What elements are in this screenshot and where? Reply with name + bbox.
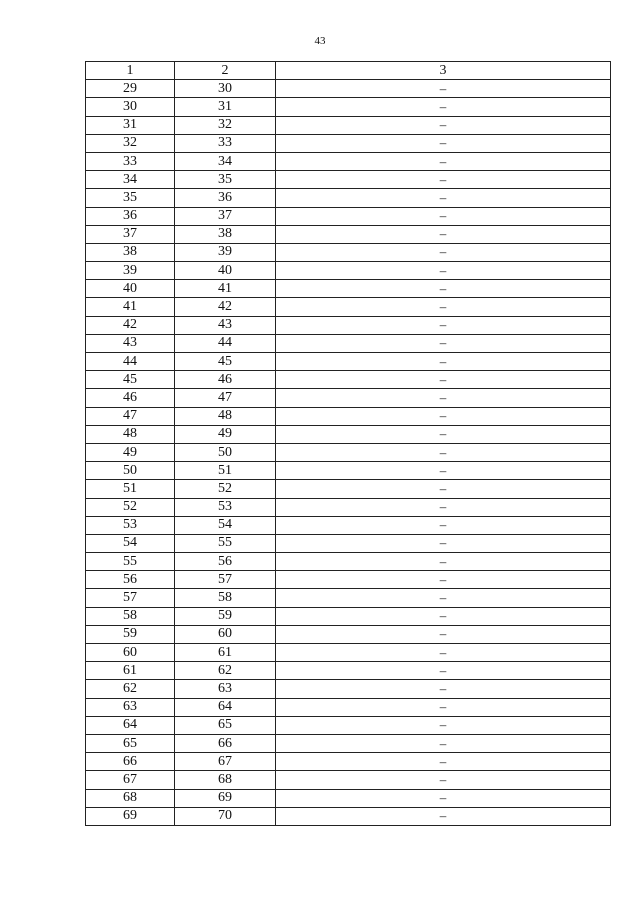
table-cell-col2: 62 [175, 662, 276, 680]
header-cell-col2: 2 [175, 62, 276, 80]
table-cell-col3: – [276, 171, 611, 189]
table-cell-col2: 59 [175, 607, 276, 625]
table-row [86, 371, 611, 389]
table-cell-col2: 43 [175, 316, 276, 334]
table-cell-col1: 60 [86, 644, 175, 662]
table-cell-col3: – [276, 280, 611, 298]
table-cell-col1: 50 [86, 462, 175, 480]
table-cell-col3: – [276, 771, 611, 789]
table-row [86, 262, 611, 280]
table-row [86, 571, 611, 589]
table-cell-col3: – [276, 389, 611, 407]
table-cell-col3: – [276, 698, 611, 716]
table-row [86, 607, 611, 625]
table-cell-col1: 36 [86, 207, 175, 225]
page-number: 43 [314, 35, 326, 47]
table-cell-col2: 35 [175, 171, 276, 189]
table-cell-col2: 69 [175, 789, 276, 807]
table-cell-col1: 64 [86, 716, 175, 734]
table-cell-col2: 54 [175, 516, 276, 534]
table-row [86, 589, 611, 607]
table-row [86, 243, 611, 261]
table-row [86, 698, 611, 716]
table-cell-col2: 63 [175, 680, 276, 698]
table-row [86, 98, 611, 116]
table-cell-col3: – [276, 734, 611, 752]
table-cell-col3: – [276, 443, 611, 461]
table-cell-col3: – [276, 80, 611, 98]
table-cell-col1: 45 [86, 371, 175, 389]
table-row [86, 553, 611, 571]
header-cell-col1: 1 [86, 62, 175, 80]
table-cell-col1: 68 [86, 789, 175, 807]
data-table [85, 61, 611, 826]
table-cell-col1: 58 [86, 607, 175, 625]
table-cell-col3: – [276, 334, 611, 352]
table-cell-col2: 45 [175, 353, 276, 371]
table-cell-col2: 61 [175, 644, 276, 662]
header-cell-col3: 3 [276, 62, 611, 80]
table-cell-col2: 34 [175, 152, 276, 170]
table-cell-col3: – [276, 498, 611, 516]
table-cell-col1: 34 [86, 171, 175, 189]
table-cell-col2: 30 [175, 80, 276, 98]
table-cell-col3: – [276, 407, 611, 425]
table-cell-col2: 66 [175, 734, 276, 752]
table-cell-col2: 65 [175, 716, 276, 734]
table-cell-col1: 48 [86, 425, 175, 443]
table-row [86, 771, 611, 789]
table-row [86, 280, 611, 298]
table-row [86, 116, 611, 134]
table-cell-col3: – [276, 716, 611, 734]
table-row [86, 716, 611, 734]
table-cell-col1: 43 [86, 334, 175, 352]
table-cell-col1: 37 [86, 225, 175, 243]
table-cell-col1: 42 [86, 316, 175, 334]
table-row [86, 207, 611, 225]
table-cell-col2: 67 [175, 753, 276, 771]
table-cell-col3: – [276, 571, 611, 589]
table-cell-col2: 37 [175, 207, 276, 225]
table-cell-col1: 31 [86, 116, 175, 134]
table-row [86, 389, 611, 407]
table-cell-col3: – [276, 262, 611, 280]
table-cell-col1: 44 [86, 353, 175, 371]
table-cell-col1: 69 [86, 807, 175, 825]
table-cell-col3: – [276, 753, 611, 771]
table-cell-col3: – [276, 534, 611, 552]
table-cell-col2: 49 [175, 425, 276, 443]
table-row [86, 753, 611, 771]
table-cell-col1: 57 [86, 589, 175, 607]
table-cell-col2: 44 [175, 334, 276, 352]
table-cell-col3: – [276, 98, 611, 116]
table-cell-col3: – [276, 589, 611, 607]
table-cell-col3: – [276, 189, 611, 207]
table-row [86, 789, 611, 807]
table-row [86, 443, 611, 461]
table-cell-col3: – [276, 425, 611, 443]
table-cell-col2: 40 [175, 262, 276, 280]
table-row [86, 462, 611, 480]
table-row [86, 407, 611, 425]
table-row [86, 334, 611, 352]
table-cell-col2: 56 [175, 553, 276, 571]
table-cell-col1: 52 [86, 498, 175, 516]
table-cell-col2: 47 [175, 389, 276, 407]
table-cell-col1: 54 [86, 534, 175, 552]
table-cell-col2: 60 [175, 625, 276, 643]
table-cell-col1: 30 [86, 98, 175, 116]
table-cell-col3: – [276, 462, 611, 480]
table-cell-col2: 48 [175, 407, 276, 425]
table-cell-col2: 39 [175, 243, 276, 261]
table-cell-col1: 49 [86, 443, 175, 461]
table-cell-col1: 29 [86, 80, 175, 98]
table-cell-col2: 51 [175, 462, 276, 480]
table-row [86, 516, 611, 534]
table-cell-col2: 57 [175, 571, 276, 589]
table-cell-col2: 41 [175, 280, 276, 298]
table-cell-col2: 70 [175, 807, 276, 825]
table-row [86, 353, 611, 371]
table-cell-col3: – [276, 789, 611, 807]
table-cell-col2: 64 [175, 698, 276, 716]
table-cell-col1: 46 [86, 389, 175, 407]
table-cell-col1: 38 [86, 243, 175, 261]
table-cell-col3: – [276, 298, 611, 316]
table-cell-col3: – [276, 807, 611, 825]
table-cell-col3: – [276, 625, 611, 643]
table-cell-col1: 65 [86, 734, 175, 752]
table-cell-col3: – [276, 662, 611, 680]
table-cell-col3: – [276, 207, 611, 225]
table-row [86, 625, 611, 643]
table-row [86, 807, 611, 825]
table-cell-col3: – [276, 644, 611, 662]
table-cell-col1: 61 [86, 662, 175, 680]
table-cell-col2: 68 [175, 771, 276, 789]
table-row [86, 225, 611, 243]
table-cell-col2: 36 [175, 189, 276, 207]
table-cell-col3: – [276, 152, 611, 170]
table-cell-col1: 51 [86, 480, 175, 498]
table-row [86, 80, 611, 98]
table-cell-col1: 67 [86, 771, 175, 789]
table-cell-col2: 32 [175, 116, 276, 134]
table-cell-col1: 59 [86, 625, 175, 643]
table-cell-col1: 41 [86, 298, 175, 316]
table-cell-col2: 50 [175, 443, 276, 461]
table-cell-col1: 53 [86, 516, 175, 534]
table-row [86, 498, 611, 516]
table-row [86, 680, 611, 698]
table-cell-col3: – [276, 116, 611, 134]
table-row [86, 644, 611, 662]
table-cell-col2: 42 [175, 298, 276, 316]
table-cell-col3: – [276, 680, 611, 698]
table-cell-col1: 35 [86, 189, 175, 207]
table-cell-col3: – [276, 553, 611, 571]
table-row [86, 152, 611, 170]
table-row [86, 534, 611, 552]
table-cell-col3: – [276, 353, 611, 371]
table-cell-col3: – [276, 225, 611, 243]
table-cell-col1: 32 [86, 134, 175, 152]
table-row [86, 734, 611, 752]
table-cell-col1: 62 [86, 680, 175, 698]
table-cell-col2: 55 [175, 534, 276, 552]
table-cell-col1: 47 [86, 407, 175, 425]
table-cell-col1: 40 [86, 280, 175, 298]
header-row [86, 62, 611, 80]
table-cell-col2: 46 [175, 371, 276, 389]
table-body [86, 80, 611, 826]
table-cell-col3: – [276, 371, 611, 389]
table-row [86, 662, 611, 680]
table-cell-col1: 33 [86, 152, 175, 170]
table-cell-col2: 58 [175, 589, 276, 607]
table-cell-col2: 52 [175, 480, 276, 498]
table-row [86, 425, 611, 443]
table-row [86, 171, 611, 189]
table-cell-col1: 39 [86, 262, 175, 280]
table-cell-col2: 33 [175, 134, 276, 152]
table-cell-col1: 56 [86, 571, 175, 589]
table-cell-col1: 66 [86, 753, 175, 771]
table-cell-col3: – [276, 516, 611, 534]
table-row [86, 134, 611, 152]
table-cell-col1: 63 [86, 698, 175, 716]
table-cell-col1: 55 [86, 553, 175, 571]
table-cell-col3: – [276, 243, 611, 261]
table-row [86, 189, 611, 207]
table-row [86, 316, 611, 334]
table-cell-col3: – [276, 316, 611, 334]
table-cell-col2: 38 [175, 225, 276, 243]
table-row [86, 298, 611, 316]
table-row [86, 480, 611, 498]
table-cell-col3: – [276, 607, 611, 625]
table-cell-col3: – [276, 480, 611, 498]
table-cell-col2: 31 [175, 98, 276, 116]
table-cell-col2: 53 [175, 498, 276, 516]
table-cell-col3: – [276, 134, 611, 152]
